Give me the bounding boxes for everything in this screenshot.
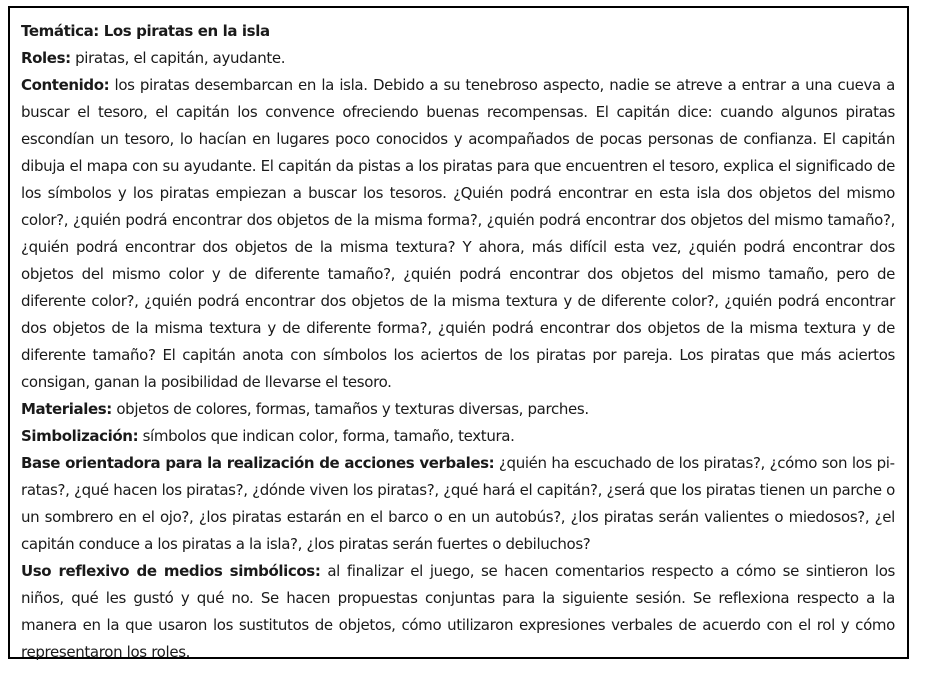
materiales-value: objetos de colores, formas, tamaños y texturas diversas, parches. xyxy=(111,400,589,418)
tematica-value: Los piratas en la isla xyxy=(98,22,270,40)
uso-reflexivo-value: al finalizar el juego, se hacen comentarios respecto a cómo se sintieron los niños, qué les gustó y qué no. Se hacen propuestas conjuntas para la siguiente sesión. Se reflexiona respecto a la manera en la que usaron los sustitutos de objetos, cómo utilizaron expresiones verbales de acuerdo con el rol y cómo representaron los roles. xyxy=(21,562,896,661)
roles-row xyxy=(21,45,895,72)
base-orientadora-value: ¿quién ha escuchado de los piratas?, ¿cómo son los piratas?, ¿qué hacen los piratas?, ¿dónde viven los piratas?, ¿qué hará el capitán?, ¿será que los piratas tienen un parche o un sombrero en el ojo?, ¿los piratas estarán en el barco o en un autobús?, ¿los piratas serán valientes o miedosos?, ¿el capitán conduce a los piratas a la isla?, ¿los piratas serán fuertes o debiluchos? xyxy=(21,454,896,553)
contenido-value: los piratas desembarcan en la isla. Debido a su tenebroso aspecto, nadie se atreve a entrar a una cueva a buscar el tesoro, el capitán los convence ofreciendo buenas recompensas. El capitán dice: cuando algunos piratas escondían un tesoro, lo hacían en lugares poco conocidos y acompañados de pocas personas de confianza. El capitán dibuja el mapa con su ayudante. El capitán da pistas a los piratas para que encuentren el tesoro, explica el significado de los símbolos y los piratas empiezan a buscar los tesoros. ¿Quién podrá encontrar en esta isla dos objetos del mismo color?, ¿quién podrá encontrar dos objetos de la misma forma?, ¿quién podrá encontrar dos objetos del mismo tamaño?, ¿quién podrá encontrar dos objetos de la misma textura? Y ahora, más difícil esta vez, ¿quién podrá encontrar dos objetos del mismo color y de diferente tamaño?, ¿quién podrá encontrar dos objetos del mismo tamaño, pero de diferente color?, ¿quién podrá encontrar dos objetos de la misma textura y de diferente color?, ¿quién podrá encontrar dos objetos de la misma textura y de diferente forma?, ¿quién podrá encontrar dos objetos de la misma textura y de diferente tamaño? El capitán anota con símbolos los aciertos de los piratas por pareja. Los piratas que más aciertos consigan, ganan la posibilidad de llevarse el tesoro. xyxy=(21,76,895,391)
roles-value: piratas, el capitán, ayudante. xyxy=(70,49,286,67)
simbolizacion-row xyxy=(21,423,895,450)
base-orientadora-label: Base orientadora para la realización de acciones verbales: xyxy=(21,454,495,472)
tematica-label: Temática: xyxy=(21,22,99,40)
base-orientadora-row xyxy=(21,450,895,558)
simbolizacion-label: Simbolización: xyxy=(21,427,139,445)
uso-reflexivo-row xyxy=(21,558,895,666)
uso-reflexivo-label: Uso reflexivo de medios simbólicos: xyxy=(21,562,321,580)
materiales-label: Materiales: xyxy=(21,400,112,418)
simbolizacion-value: símbolos que indican color, forma, tamaño, textura. xyxy=(138,427,515,445)
materiales-row xyxy=(21,396,895,423)
tematica-row xyxy=(21,18,895,45)
roles-label: Roles: xyxy=(21,49,71,67)
contenido-row xyxy=(21,72,895,396)
contenido-label: Contenido: xyxy=(21,76,110,94)
activity-card xyxy=(8,6,909,659)
